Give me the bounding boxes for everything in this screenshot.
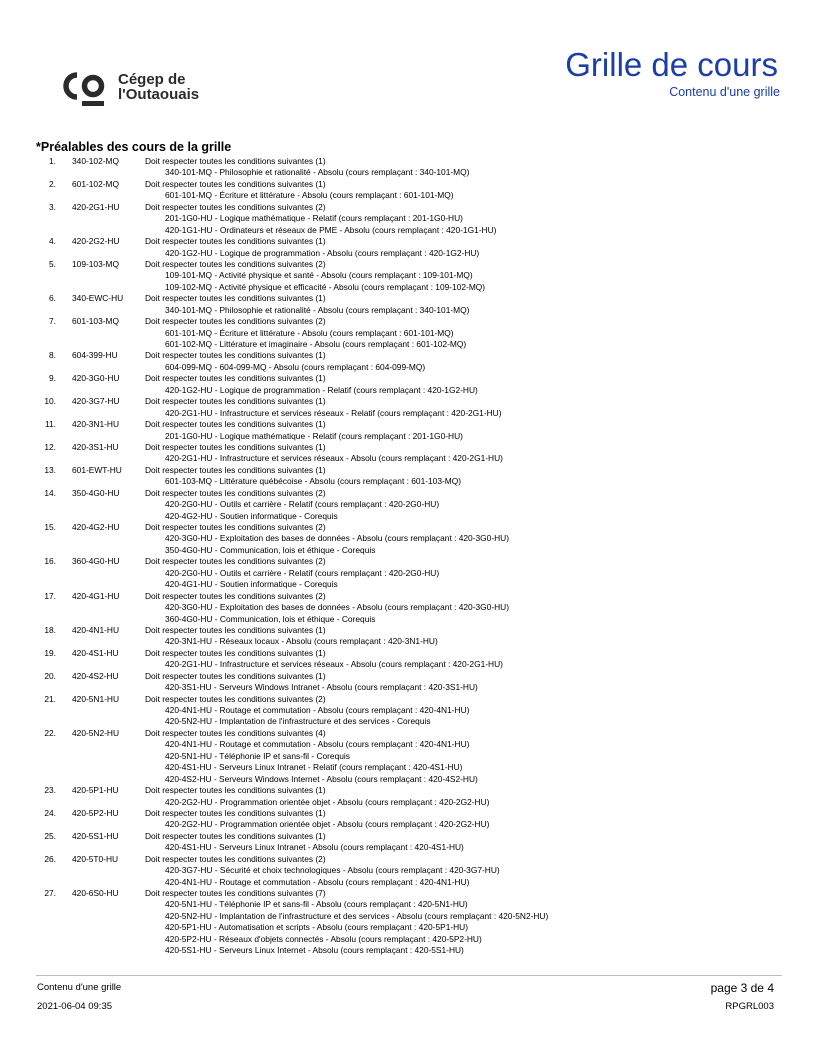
course-code: 601-103-MQ <box>72 316 120 327</box>
entry-number: 9. <box>49 373 56 384</box>
prerequisite-course: 420-1G2-HU - Logique de programmation - Absolu (cours remplaçant : 420-1G2-HU) <box>165 247 480 258</box>
prerequisite-entry <box>0 419 816 442</box>
condition-description: Doit respecter toutes les conditions suivantes (1) <box>145 396 326 407</box>
prerequisite-course: 420-4N1-HU - Routage et commutation - Absolu (cours remplaçant : 420-4N1-HU) <box>165 876 470 887</box>
entry-header-row <box>0 488 816 499</box>
course-code: 420-6S0-HU <box>72 888 119 898</box>
prerequisite-course-row <box>0 385 816 396</box>
page-subtitle: Contenu d'une grille <box>669 85 780 99</box>
prerequisite-course: 420-4S1-HU - Serveurs Linux Intranet - Relatif (cours remplaçant : 420-4S1-HU) <box>165 762 463 773</box>
condition-description: Doit respecter toutes les conditions suivantes (2) <box>145 487 326 498</box>
entry-number: 18. <box>44 624 56 635</box>
entry-number: 10. <box>44 396 56 407</box>
logo-line-1: Cégep de <box>118 71 186 88</box>
prerequisite-course-row <box>0 899 816 910</box>
prerequisite-course: 420-3S1-HU - Serveurs Windows Intranet - Absolu (cours remplaçant : 420-3S1-HU) <box>165 682 478 693</box>
entry-header-row <box>0 854 816 865</box>
prerequisite-entry <box>0 831 816 854</box>
prerequisite-course-row <box>0 819 816 830</box>
prerequisite-course: 601-102-MQ - Littérature et imaginaire - Absolu (cours remplaçant : 601-102-MQ) <box>165 339 467 349</box>
prerequisite-course-row <box>0 636 816 647</box>
prerequisite-entry <box>0 625 816 648</box>
prerequisite-course: 109-101-MQ - Activité physique et santé - Absolu (cours remplaçant : 109-101-MQ) <box>165 270 473 281</box>
prerequisite-course-row <box>0 865 816 876</box>
prerequisite-entry <box>0 488 816 522</box>
prerequisite-course-row <box>0 248 816 259</box>
prerequisite-entry <box>0 808 816 831</box>
entry-number: 4. <box>49 236 56 247</box>
entry-header-row <box>0 522 816 533</box>
entry-number: 7. <box>49 316 56 327</box>
condition-description: Doit respecter toutes les conditions suivantes (2) <box>145 853 326 864</box>
prerequisite-course-row <box>0 499 816 510</box>
course-code: 340-EWC-HU <box>72 293 124 304</box>
entry-number: 11. <box>44 419 56 430</box>
prerequisite-course: 601-101-MQ - Écriture et littérature - Absolu (cours remplaçant : 601-101-MQ) <box>165 327 454 338</box>
entry-number: 19. <box>44 647 56 658</box>
condition-description: Doit respecter toutes les conditions suivantes (1) <box>145 441 326 452</box>
entry-number: 6. <box>49 293 56 304</box>
entry-number: 23. <box>44 785 56 796</box>
entry-header-row <box>0 419 816 430</box>
cegep-logo <box>60 70 220 110</box>
prerequisite-course: 420-2G0-HU - Outils et carrière - Relatif (cours remplaçant : 420-2G0-HU) <box>165 499 440 510</box>
prerequisite-entry <box>0 648 816 671</box>
prerequisite-course: 420-4S1-HU - Serveurs Linux Intranet - Absolu (cours remplaçant : 420-4S1-HU) <box>165 842 464 853</box>
entry-number: 27. <box>44 888 56 898</box>
entry-header-row <box>0 293 816 304</box>
prerequisite-course-row <box>0 511 816 522</box>
prerequisite-entry <box>0 442 816 465</box>
entry-header-row <box>0 373 816 384</box>
prerequisite-entry <box>0 179 816 202</box>
prerequisite-course: 420-2G0-HU - Outils et carrière - Relatif (cours remplaçant : 420-2G0-HU) <box>165 567 440 578</box>
entry-header-row <box>0 442 816 453</box>
condition-description: Doit respecter toutes les conditions suivantes (1) <box>145 350 326 361</box>
course-code: 420-5S1-HU <box>72 830 119 841</box>
prerequisite-course-row <box>0 339 816 350</box>
prerequisite-entry <box>0 785 816 808</box>
prerequisite-entry <box>0 671 816 694</box>
prerequisite-course: 201-1G0-HU - Logique mathématique - Relatif (cours remplaçant : 201-1G0-HU) <box>165 213 463 224</box>
prerequisite-entry <box>0 316 816 350</box>
prerequisite-course-row <box>0 659 816 670</box>
entry-header-row <box>0 671 816 682</box>
prerequisite-course-row <box>0 842 816 853</box>
entry-number: 24. <box>44 807 56 818</box>
condition-description: Doit respecter toutes les conditions suivantes (2) <box>145 258 326 269</box>
prerequisite-entry <box>0 156 816 179</box>
entry-header-row <box>0 556 816 567</box>
entry-header-row <box>0 350 816 361</box>
entry-header-row <box>0 831 816 842</box>
prerequisite-entry <box>0 888 816 957</box>
course-code: 420-4S1-HU <box>72 647 119 658</box>
prerequisite-course: 201-1G0-HU - Logique mathématique - Relatif (cours remplaçant : 201-1G0-HU) <box>165 430 463 441</box>
prerequisite-course-row <box>0 328 816 339</box>
prerequisite-course-row <box>0 225 816 236</box>
prerequisite-course: 420-2G2-HU - Programmation orientée objet - Absolu (cours remplaçant : 420-2G2-HU) <box>165 796 490 807</box>
prerequisite-entry <box>0 591 816 625</box>
course-code: 601-EWT-HU <box>72 464 122 475</box>
condition-description: Doit respecter toutes les conditions suivantes (1) <box>145 785 326 796</box>
entry-header-row <box>0 179 816 190</box>
prerequisite-course-row <box>0 362 816 373</box>
prerequisite-course: 420-4G2-HU - Soutien informatique - Corequis <box>165 510 338 521</box>
condition-description: Doit respecter toutes les conditions suivantes (2) <box>145 693 326 704</box>
logo-text <box>118 72 199 102</box>
prerequisite-course: 420-4N1-HU - Routage et commutation - Absolu (cours remplaçant : 420-4N1-HU) <box>165 739 470 750</box>
footer-report-code: RPGRL003 <box>725 1001 774 1012</box>
entry-header-row <box>0 648 816 659</box>
course-code: 420-2G1-HU <box>72 201 120 212</box>
prerequisite-course-row <box>0 270 816 281</box>
entry-header-row <box>0 316 816 327</box>
footer-page-number: page 3 de 4 <box>710 981 774 995</box>
course-code: 420-4S2-HU <box>72 670 119 681</box>
course-code: 420-5P1-HU <box>72 785 119 796</box>
condition-description: Doit respecter toutes les conditions suivantes (1) <box>145 156 326 166</box>
prerequisite-course-row <box>0 282 816 293</box>
prerequisite-course-row <box>0 476 816 487</box>
prerequisite-course-row <box>0 945 816 956</box>
entry-number: 3. <box>49 201 56 212</box>
condition-description: Doit respecter toutes les conditions suivantes (1) <box>145 178 326 189</box>
course-code: 420-4G1-HU <box>72 590 120 601</box>
prerequisite-course: 360-4G0-HU - Communication, lois et éthique - Corequis <box>165 613 376 624</box>
prerequisite-course-row <box>0 190 816 201</box>
prerequisite-course: 420-5S1-HU - Serveurs Linux Internet - Absolu (cours remplaçant : 420-5S1-HU) <box>165 945 464 956</box>
prerequisite-course: 420-4S2-HU - Serveurs Windows Internet - Absolu (cours remplaçant : 420-4S2-HU) <box>165 773 478 784</box>
prerequisite-entry <box>0 465 816 488</box>
prerequisite-course-row <box>0 739 816 750</box>
prerequisite-entry <box>0 373 816 396</box>
course-code: 420-3S1-HU <box>72 441 119 452</box>
prerequisite-entry <box>0 293 816 316</box>
prerequisite-course: 601-101-MQ - Écriture et littérature - Absolu (cours remplaçant : 601-101-MQ) <box>165 190 454 201</box>
condition-description: Doit respecter toutes les conditions suivantes (1) <box>145 807 326 818</box>
prerequisite-course-row <box>0 533 816 544</box>
prerequisite-course-row <box>0 911 816 922</box>
prerequisite-course: 420-2G1-HU - Infrastructure et services réseaux - Absolu (cours remplaçant : 420-2G1-HU) <box>165 453 503 464</box>
course-code: 420-5T0-HU <box>72 853 119 864</box>
course-code: 420-3G7-HU <box>72 396 120 407</box>
condition-description: Doit respecter toutes les conditions suivantes (1) <box>145 647 326 658</box>
condition-description: Doit respecter toutes les conditions suivantes (2) <box>145 522 326 532</box>
entry-number: 16. <box>44 556 56 567</box>
condition-description: Doit respecter toutes les conditions suivantes (1) <box>145 830 326 841</box>
entry-number: 26. <box>44 853 56 864</box>
prerequisite-course: 340-101-MQ - Philosophie et rationalité - Absolu (cours remplaçant : 340-101-MQ) <box>165 304 470 315</box>
prerequisite-course: 420-4G1-HU - Soutien informatique - Corequis <box>165 579 338 590</box>
prerequisite-course: 420-5P2-HU - Réseaux d'objets connectés - Absolu (cours remplaçant : 420-5P2-HU) <box>165 933 482 944</box>
prerequisite-course-row <box>0 453 816 464</box>
prerequisite-course: 109-102-MQ - Activité physique et efficacité - Absolu (cours remplaçant : 109-102-MQ) <box>165 281 486 292</box>
prerequisite-course: 601-103-MQ - Littérature québécoise - Absolu (cours remplaçant : 601-103-MQ) <box>165 476 462 487</box>
prerequisite-course: 420-4N1-HU - Routage et commutation - Absolu (cours remplaçant : 420-4N1-HU) <box>165 705 470 715</box>
prerequisite-course-row <box>0 568 816 579</box>
entry-number: 15. <box>44 522 56 532</box>
prerequisite-course: 420-5N2-HU - Implantation de l'infrastructure et des services - Absolu (cours remplaçant : 420-5N2-HU) <box>165 910 549 921</box>
condition-description: Doit respecter toutes les conditions suivantes (1) <box>145 624 326 635</box>
prerequisite-course: 420-5N2-HU - Implantation de l'infrastructure et des services - Corequis <box>165 716 431 727</box>
entry-number: 1. <box>49 156 56 166</box>
prerequisite-course: 350-4G0-HU - Communication, lois et éthique - Corequis <box>165 544 376 555</box>
condition-description: Doit respecter toutes les conditions suivantes (4) <box>145 727 326 738</box>
course-code: 420-3N1-HU <box>72 419 120 430</box>
entry-number: 22. <box>44 727 56 738</box>
footer-document-name: Contenu d'une grille <box>37 982 122 993</box>
condition-description: Doit respecter toutes les conditions suivantes (1) <box>145 236 326 247</box>
prerequisite-course-row <box>0 774 816 785</box>
prerequisite-course-row <box>0 545 816 556</box>
condition-description: Doit respecter toutes les conditions suivantes (1) <box>145 373 326 384</box>
course-code: 601-102-MQ <box>72 178 120 189</box>
course-code: 420-4G2-HU <box>72 522 120 532</box>
prerequisite-entry <box>0 236 816 259</box>
prerequisite-course: 420-3G7-HU - Sécurité et choix technologiques - Absolu (cours remplaçant : 420-3G7-HU) <box>165 865 500 876</box>
prerequisite-course: 420-5P1-HU - Automatisation et scripts - Absolu (cours remplaçant : 420-5P1-HU) <box>165 922 469 933</box>
prerequisite-course-row <box>0 934 816 945</box>
entry-header-row <box>0 236 816 247</box>
prerequisite-course-row <box>0 602 816 613</box>
prerequisite-course: 420-3G0-HU - Exploitation des bases de données - Absolu (cours remplaçant : 420-3G0-HU) <box>165 533 510 544</box>
course-code: 360-4G0-HU <box>72 556 120 567</box>
footer-timestamp: 2021-06-04 09:35 <box>37 1001 113 1012</box>
prerequisite-entry <box>0 202 816 236</box>
entry-number: 21. <box>44 693 56 704</box>
prerequisite-course: 420-3N1-HU - Réseaux locaux - Absolu (cours remplaçant : 420-3N1-HU) <box>165 636 438 647</box>
cegep-logo-mark-icon <box>60 70 108 110</box>
condition-description: Doit respecter toutes les conditions suivantes (2) <box>145 556 326 567</box>
entry-header-row <box>0 396 816 407</box>
entry-number: 17. <box>44 590 56 601</box>
entry-number: 25. <box>44 830 56 841</box>
prerequisite-course-row <box>0 705 816 716</box>
entry-header-row <box>0 808 816 819</box>
prerequisite-course-row <box>0 614 816 625</box>
course-code: 604-399-HU <box>72 350 118 361</box>
condition-description: Doit respecter toutes les conditions suivantes (7) <box>145 888 326 898</box>
section-title: *Préalables des cours de la grille <box>36 140 232 154</box>
entry-number: 2. <box>49 178 56 189</box>
condition-description: Doit respecter toutes les conditions suivantes (1) <box>145 464 326 475</box>
prerequisite-course: 420-2G1-HU - Infrastructure et services réseaux - Relatif (cours remplaçant : 420-2G1-HU) <box>165 407 502 418</box>
entry-header-row <box>0 694 816 705</box>
prerequisite-course: 420-5N1-HU - Téléphonie IP et sans-fil - Absolu (cours remplaçant : 420-5N1-HU) <box>165 899 468 910</box>
prerequisites-list <box>0 156 816 957</box>
prerequisite-course-row <box>0 751 816 762</box>
prerequisite-course-row <box>0 431 816 442</box>
prerequisite-course-row <box>0 408 816 419</box>
condition-description: Doit respecter toutes les conditions suivantes (1) <box>145 419 326 430</box>
prerequisite-course-row <box>0 305 816 316</box>
course-code: 420-5N1-HU <box>72 693 120 704</box>
prerequisite-entry <box>0 728 816 785</box>
condition-description: Doit respecter toutes les conditions suivantes (2) <box>145 201 326 212</box>
prerequisite-course: 420-2G1-HU - Infrastructure et services réseaux - Absolu (cours remplaçant : 420-2G1-HU) <box>165 659 503 670</box>
condition-description: Doit respecter toutes les conditions suivantes (1) <box>145 670 326 681</box>
prerequisite-course: 420-3G0-HU - Exploitation des bases de données - Absolu (cours remplaçant : 420-3G0-HU) <box>165 602 510 613</box>
prerequisite-course: 604-099-MQ - 604-099-MQ - Absolu (cours remplaçant : 604-099-MQ) <box>165 361 426 372</box>
prerequisite-entry <box>0 350 816 373</box>
course-code: 340-102-MQ <box>72 156 120 166</box>
prerequisite-course: 340-101-MQ - Philosophie et rationalité - Absolu (cours remplaçant : 340-101-MQ) <box>165 167 470 178</box>
prerequisite-entry <box>0 259 816 293</box>
entry-header-row <box>0 888 816 899</box>
entry-header-row <box>0 156 816 167</box>
prerequisite-course-row <box>0 213 816 224</box>
prerequisite-course: 420-1G2-HU - Logique de programmation - Relatif (cours remplaçant : 420-1G2-HU) <box>165 384 478 395</box>
prerequisite-course-row <box>0 922 816 933</box>
entry-header-row <box>0 625 816 636</box>
prerequisite-course-row <box>0 716 816 727</box>
prerequisite-entry <box>0 854 816 888</box>
course-code: 420-5P2-HU <box>72 807 119 818</box>
entry-header-row <box>0 728 816 739</box>
entry-number: 8. <box>49 350 56 361</box>
entry-number: 13. <box>44 464 56 475</box>
prerequisite-course: 420-2G2-HU - Programmation orientée objet - Absolu (cours remplaçant : 420-2G2-HU) <box>165 819 490 830</box>
footer-divider <box>36 975 782 976</box>
course-code: 420-4N1-HU <box>72 624 120 635</box>
logo-line-2: l'Outaouais <box>118 86 200 103</box>
entry-number: 12. <box>44 441 56 452</box>
entry-header-row <box>0 785 816 796</box>
course-code: 420-3G0-HU <box>72 373 120 384</box>
course-code: 350-4G0-HU <box>72 487 120 498</box>
prerequisite-course-row <box>0 682 816 693</box>
prerequisite-course-row <box>0 167 816 178</box>
prerequisite-entry <box>0 396 816 419</box>
condition-description: Doit respecter toutes les conditions suivantes (2) <box>145 590 326 601</box>
entry-header-row <box>0 259 816 270</box>
course-code: 420-2G2-HU <box>72 236 120 247</box>
condition-description: Doit respecter toutes les conditions suivantes (1) <box>145 293 326 304</box>
prerequisite-course: 420-5N1-HU - Téléphonie IP et sans-fil - Corequis <box>165 750 350 761</box>
entry-number: 5. <box>49 258 56 269</box>
prerequisite-course-row <box>0 579 816 590</box>
entry-number: 20. <box>44 670 56 681</box>
prerequisite-course-row <box>0 762 816 773</box>
condition-description: Doit respecter toutes les conditions suivantes (2) <box>145 316 326 327</box>
entry-header-row <box>0 591 816 602</box>
prerequisite-entry <box>0 556 816 590</box>
entry-header-row <box>0 465 816 476</box>
prerequisite-entry <box>0 522 816 556</box>
prerequisite-course: 420-1G1-HU - Ordinateurs et réseaux de PME - Absolu (cours remplaçant : 420-1G1-HU) <box>165 224 497 235</box>
prerequisite-entry <box>0 694 816 728</box>
prerequisite-course-row <box>0 877 816 888</box>
page-title: Grille de cours <box>565 46 778 83</box>
entry-header-row <box>0 202 816 213</box>
prerequisite-course-row <box>0 797 816 808</box>
course-code: 109-103-MQ <box>72 258 120 269</box>
entry-number: 14. <box>44 487 56 498</box>
course-code: 420-5N2-HU <box>72 727 120 738</box>
